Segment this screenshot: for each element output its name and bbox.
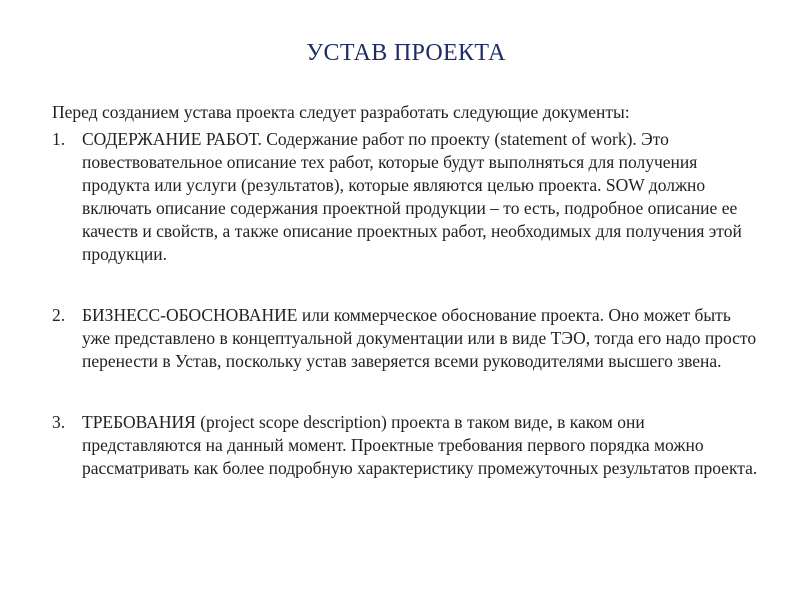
list-item-text: СОДЕРЖАНИЕ РАБОТ. Содержание работ по проекту (statement of work). Это повествовательное описание тех работ, которые будут выполняться для получения продукта или услуги (результатов), которые являются целью проекта. SOW должно включать описание содержания проектной продукции – то есть, подробное описание ее качеств и свойств, а также описание проектных работ, необходимых для получения этой продукции. <box>82 129 742 264</box>
list-item-text: БИЗНЕСС-ОБОСНОВАНИЕ или коммерческое обоснование проекта. Оно может быть уже представлено в концептуальной документации или в виде ТЭО, тогда его надо просто перенести в Устав, поскольку устав заверяется всеми руководителями высшего звена. <box>82 305 757 371</box>
list-item <box>52 411 760 480</box>
list-item <box>52 128 760 266</box>
document-list <box>52 128 760 480</box>
slide-title: УСТАВ ПРОЕКТА <box>306 40 506 66</box>
list-item-number: 1. <box>52 129 66 149</box>
intro-text: Перед созданием устава проекта следует разработать следующие документы: <box>52 102 630 122</box>
list-item-number: 2. <box>52 305 66 325</box>
list-item-number: 3. <box>52 412 66 432</box>
list-item <box>52 304 760 373</box>
list-item-text: ТРЕБОВАНИЯ (project scope description) проекта в таком виде, в каком они представляются на данный момент. Проектные требования первого порядка можно рассматривать как более подробную характеристику промежуточных результатов проекта. <box>82 412 758 478</box>
